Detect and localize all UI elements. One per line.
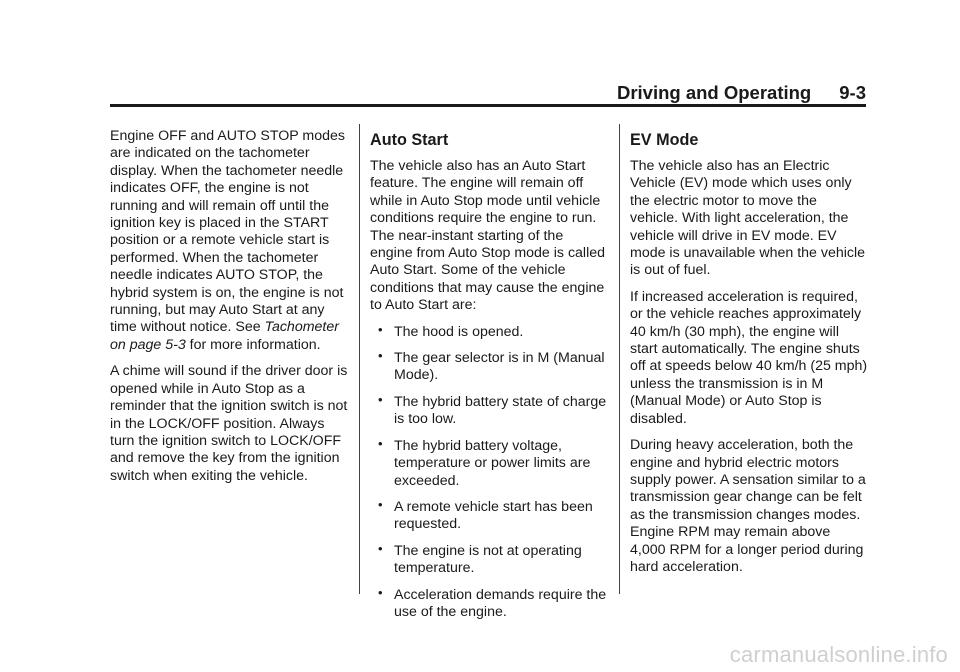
column-2 — [370, 128, 608, 630]
ev-mode-paragraph-1: The vehicle also has an Electric Vehicle (EV) mode which uses only the electric motor to move the vehicle. With light acceleration, the vehicle will drive in EV mode. EV mode is unavailable when the vehicle is out of fuel. — [630, 158, 866, 279]
list-item-text: The hybrid battery state of charge is too low. — [394, 393, 607, 428]
list-item-text: The engine is not at operating temperature. — [394, 542, 582, 577]
header-rule — [110, 104, 866, 107]
bullet-icon: • — [378, 496, 383, 512]
ev-mode-heading: EV Mode — [630, 131, 699, 149]
list-item — [370, 584, 608, 622]
list-item — [370, 350, 608, 385]
page-header — [110, 78, 866, 104]
column-divider-1 — [359, 124, 360, 594]
bullet-icon: • — [378, 435, 383, 451]
list-item — [370, 321, 608, 341]
tachometer-paragraph — [110, 128, 348, 354]
auto-start-heading: Auto Start — [370, 131, 449, 149]
list-item — [370, 435, 608, 490]
list-item — [370, 391, 608, 429]
column-1 — [110, 128, 348, 494]
list-item-text: The gear selector is in M (Manual Mode). — [394, 350, 605, 384]
bullet-icon: • — [378, 348, 383, 364]
tachometer-text: Engine OFF and AUTO STOP modes are indicated on the tachometer display. When the tachometer needle indicates OFF, the engine is not running and will remain off until the ignition key is placed in the START position or a remote vehicle start is performed. When the tachometer needle indicates AUTO STOP, the hybrid system is on, the engine is not running, but may Auto Start at any time without notice. See — [110, 128, 345, 336]
watermark: carmanualsonline.info — [729, 642, 948, 667]
list-item-text: The hood is opened. — [394, 323, 524, 340]
list-item-text: Acceleration demands require the use of the engine. — [394, 586, 607, 620]
auto-start-intro: The vehicle also has an Auto Start feature. The engine will remain off while in Auto Stop mode until vehicle conditions require the engine to run. The near-instant starting of the engine from Auto Stop mode is called Auto Start. Some of the vehicle conditions that may cause the engine to Auto Start are: — [370, 158, 606, 314]
list-item — [370, 496, 608, 534]
ev-mode-paragraph-3: During heavy acceleration, both the engine and hybrid electric motors supply power. A sensation similar to a transmission gear change can be felt as the transmission changes modes. Engine RPM may remain above 4,000 RPM for a longer period during hard acceleration. — [630, 437, 866, 575]
bullet-icon: • — [378, 391, 383, 407]
chime-paragraph: A chime will sound if the driver door is opened while in Auto Stop as a reminder that the ignition switch is not in the LOCK/OFF position. Always turn the ignition switch to LOCK/OFF and remove the key from the ignition switch when exiting the vehicle. — [110, 363, 348, 484]
column-3 — [630, 128, 868, 585]
bullet-icon: • — [378, 584, 383, 600]
column-divider-2 — [619, 124, 620, 594]
tachometer-text-end: for more information. — [185, 336, 321, 353]
tachometer-reference-link[interactable]: Tachometer on page 5-3 — [110, 319, 339, 353]
auto-start-conditions-list — [370, 321, 608, 622]
list-item-text: A remote vehicle start has been requested. — [394, 498, 593, 533]
list-item — [370, 540, 608, 578]
page-number: 9-3 — [839, 82, 866, 103]
section-title: Driving and Operating — [616, 82, 812, 103]
bullet-icon: • — [378, 540, 383, 556]
ev-mode-paragraph-2: If increased acceleration is required, or the vehicle reaches approximately 40 km/h (30 mph), the engine will start automatically. The engine shuts off at speeds below 40 km/h (25 mph) unless the transmission is in M (Manual Mode) or Auto Stop is disabled. — [630, 288, 868, 427]
bullet-icon: • — [378, 321, 383, 337]
list-item-text: The hybrid battery voltage, temperature or power limits are exceeded. — [394, 437, 591, 489]
